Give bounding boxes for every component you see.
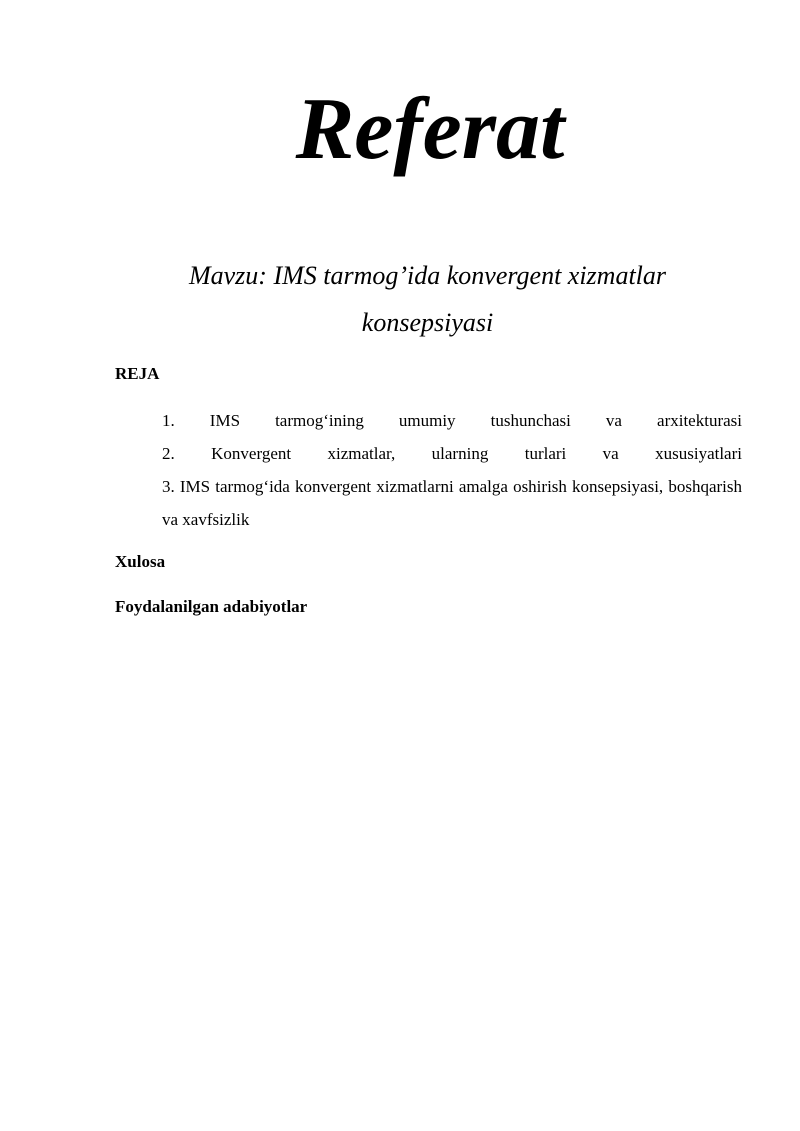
references-heading: Foydalanilgan adabiyotlar <box>115 597 308 616</box>
conclusion-heading: Xulosa <box>115 552 166 571</box>
plan-item-1: 1. IMS tarmog‘ining umumiy tushunchasi va arxitekturasi <box>162 411 742 430</box>
plan-list <box>162 404 742 536</box>
plan-item-3: 3. IMS tarmog‘ida konvergent xizmatlarni amalga oshirish konsepsiyasi, boshqarish va xavfsizlik <box>162 477 742 529</box>
plan-item-2: 2. Konvergent xizmatlar, ularning turlari va xususiyatlari <box>162 444 742 463</box>
plan-heading: REJA <box>115 364 160 383</box>
document-subject: Mavzu: IMS tarmog’ida konvergent xizmatlar konsepsiyasi <box>188 261 667 337</box>
document-title: Referat <box>295 81 565 178</box>
